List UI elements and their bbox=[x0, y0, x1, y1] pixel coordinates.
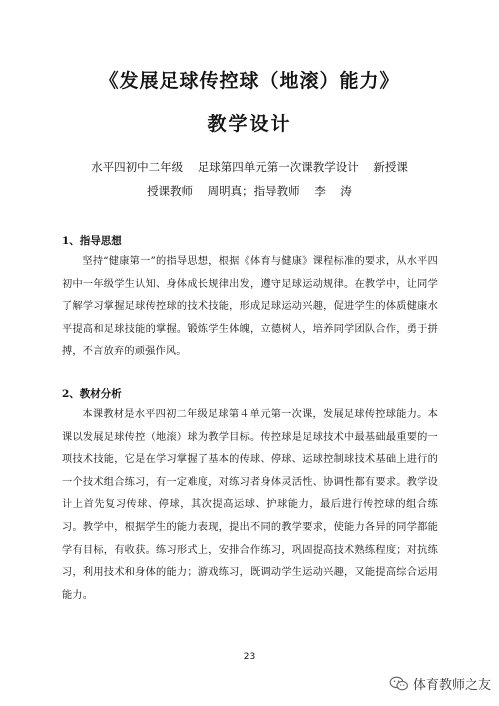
section-heading-guiding-ideology: 1、指导思想 bbox=[62, 235, 122, 247]
wechat-icon bbox=[389, 676, 409, 692]
document-subtitle: 教学设计 bbox=[207, 113, 292, 135]
watermark bbox=[389, 674, 491, 693]
document-title: 《发展足球传控球（地滚）能力》 bbox=[99, 70, 400, 92]
section-paragraph-guiding-ideology: 坚持“健康第一”的指导思想，根据《体育与健康》课程标准的要求，从水平四初中一年级学生认知、身体成长规律出发，遵守足球运动规律。在教学中，让同学了解学习掌握足球传控球的技术技能，形成足球运动兴趣，促进学生的体质健康水平提高和足球技能的掌握。锻炼学生体魄，立德树人，培养同学团队合作，勇于拼搏，不言放弃的顽强作风。 bbox=[62, 256, 438, 358]
course-info-line: 水平四初中二年级 足球第四单元第一次课教学设计 新授课 bbox=[91, 160, 408, 174]
teacher-info-line: 授课教师 周明真；指导教师 李 涛 bbox=[147, 184, 352, 198]
page-number: 23 bbox=[243, 652, 256, 662]
watermark-text: 体育教师之友 bbox=[412, 678, 491, 693]
section-paragraph-material-analysis: 本课教材是水平四初二年级足球第４单元第一次课，发展足球传控球能力。本课以发展足球传控（地滚）球为教学目标。传控球是足球技术中最基础最重要的一项技术技能，它是在学习掌握了基本的传球、停球、运球控制球技术基础上进行的一个技术组合练习，有一定难度，对练习者身体灵活性、协调性都有要求。教学设计上首先复习传球、停球，其次提高运球、护球能力，最后进行传控球的组合练习。教学中，根据学生的能力表现，提出不同的教学要求，使能力各异的同学都能学有目标，有收获。练习形式上，安排合作练习，巩固提高技术熟练程度；对抗练习，利用技术和身体的能力；游戏练习，既调动学生运动兴趣，又能提高综合运用能力。 bbox=[62, 409, 438, 601]
section-heading-material-analysis: 2、教材分析 bbox=[62, 388, 122, 400]
